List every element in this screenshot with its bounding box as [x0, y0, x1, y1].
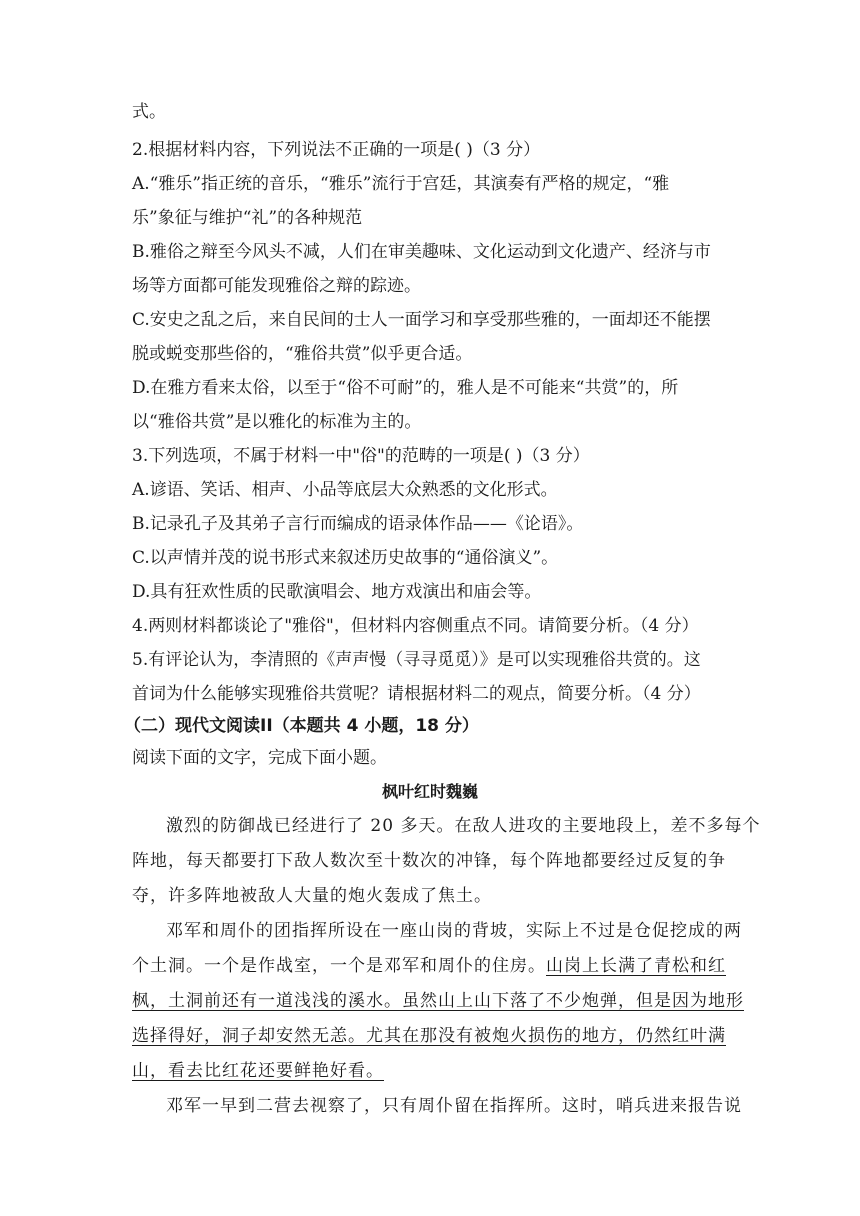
story-title: 枫叶红时魏巍	[381, 782, 478, 801]
underlined-passage: 山，看去比红花还要鲜艳好看。	[132, 1061, 384, 1081]
question-5: 5.有评论认为，李清照的《声声慢（寻寻觅觅）》是可以实现雅俗共赏的。这	[132, 650, 701, 670]
option-3d: D.具有狂欢性质的民歌演唱会、地方戏演出和庙会等。	[132, 582, 542, 602]
option-3b: B.记录孔子及其弟子言行而编成的语录体作品——《论语》。	[132, 514, 584, 534]
option-3a: A.谚语、笑话、相声、小品等底层大众熟悉的文化形式。	[132, 480, 558, 500]
story-line: 阵地，每天都要打下敌人数次至十数次的冲锋，每个阵地都要经过反复的争	[132, 851, 726, 871]
option-2a: A.“雅乐”指正统的音乐，“雅乐”流行于宫廷，其演奏有严格的规定，“雅	[132, 174, 670, 194]
question-3: 3.下列选项，不属于材料一中"俗"的范畴的一项是( )（3 分）	[132, 446, 590, 466]
story-line: 邓军一早到二营去视察了，只有周仆留在指挥所。这时，哨兵进来报告说	[166, 1096, 742, 1116]
option-2b-cont: 场等方面都可能发现雅俗之辩的踪迹。	[132, 276, 421, 296]
text-line: 式。	[132, 102, 166, 122]
story-line: 激烈的防御战已经进行了 20 多天。在敌人进攻的主要地段上，差不多每个	[166, 816, 761, 836]
story-line: 夺，许多阵地被敌人大量的炮火轰成了焦土。	[132, 886, 492, 906]
question-2: 2.根据材料内容，下列说法不正确的一项是( )（3 分）	[132, 140, 541, 160]
underlined-passage: 枫，土洞前还有一道浅浅的溪水。虽然山上山下落了不少炮弹，但是因为地形	[132, 991, 744, 1011]
option-2a-cont: 乐”象征与维护“礼”的各种规范	[132, 208, 363, 228]
option-2d-cont: 以“雅俗共赏”是以雅化的标准为主的。	[132, 412, 422, 432]
question-5-cont: 首词为什么能够实现雅俗共赏呢？请根据材料二的观点，简要分析。（4 分）	[132, 684, 701, 704]
underlined-passage: 山岗上长满了青松和红	[546, 956, 726, 976]
option-2c: C.安史之乱之后，来自民间的士人一面学习和享受那些雅的，一面却还不能摆	[132, 310, 711, 330]
section-heading: （二）现代文阅读II（本题共 4 小题，18 分）	[124, 716, 479, 736]
option-2d: D.在雅方看来太俗，以至于“俗不可耐”的，雅人是不可能来“共赏”的，所	[132, 378, 679, 398]
option-2b: B.雅俗之辩至今风头不减，人们在审美趣味、文化运动到文化遗产、经济与市	[132, 242, 711, 262]
story-line	[132, 954, 726, 978]
story-line: 邓军和周仆的团指挥所设在一座山岗的背坡，实际上不过是仓促挖成的两	[166, 921, 742, 941]
story-text: 个土洞。一个是作战室，一个是邓军和周仆的住房。	[132, 956, 546, 976]
instruction: 阅读下面的文字，完成下面小题。	[132, 748, 387, 768]
option-2c-cont: 脱或蜕变那些俗的，“雅俗共赏”似乎更合适。	[132, 344, 473, 364]
option-3c: C.以声情并茂的说书形式来叙述历史故事的“通俗演义”。	[132, 548, 559, 568]
question-4: 4.两则材料都谈论了"雅俗"，但材料内容侧重点不同。请简要分析。（4 分）	[132, 616, 699, 636]
underlined-passage: 选择得好，洞子却安然无恙。尤其在那没有被炮火损伤的地方，仍然红叶满	[132, 1026, 726, 1046]
